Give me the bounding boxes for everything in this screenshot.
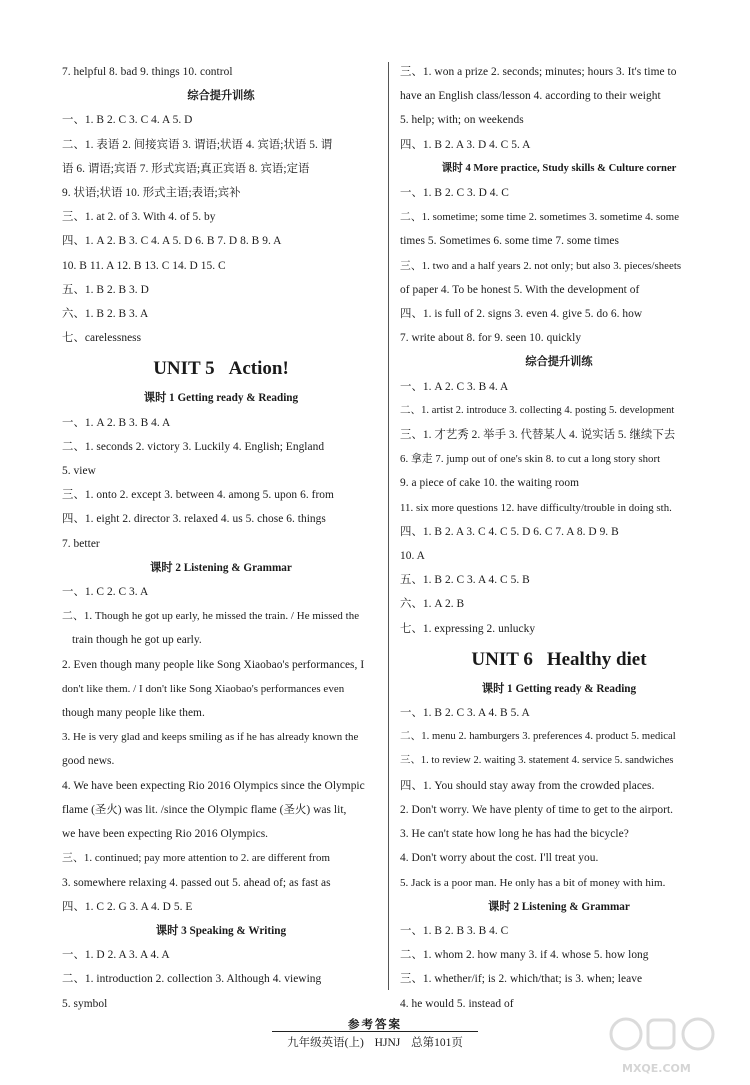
section-heading: 综合提升训练 [187, 90, 255, 103]
answer-line: don't like them. / I don't like Song Xiaobao's performances even [62, 682, 345, 695]
answer-line: 5. view [62, 465, 96, 478]
answer-line: 一、1. B 2. C 3. D 4. C [400, 187, 509, 200]
answer-line: flame (圣火) was lit. /since the Olympic flame (圣火) was lit, [62, 803, 347, 816]
right-column [400, 60, 718, 1016]
lesson-heading: 课时 3 Speaking & Writing [155, 924, 287, 937]
answer-line: 4. We have been expecting Rio 2016 Olympics since the Olympic [62, 779, 365, 792]
answer-line: 四、1. is full of 2. signs 3. even 4. give 5. do 6. how [400, 308, 643, 321]
unit-number: UNIT 6 [471, 648, 533, 670]
answer-line: 五、1. B 2. B 3. D [62, 283, 149, 296]
unit-name: Healthy diet [546, 648, 647, 670]
answer-line: 三、1. won a prize 2. seconds; minutes; hours 3. It's time to [400, 66, 677, 78]
answer-line: of paper 4. To be honest 5. With the development of [400, 283, 640, 296]
answer-line: 三、1. onto 2. except 3. between 4. among 5. upon 6. from [62, 489, 334, 502]
lesson-heading: 课时 2 Listening & Grammar [150, 561, 292, 574]
answer-line: 10. A [400, 550, 425, 563]
unit-title [400, 643, 718, 677]
answer-line: good news. [62, 755, 115, 768]
answer-line: 一、1. A 2. C 3. B 4. A [400, 380, 509, 393]
answer-line: 一、1. B 2. B 3. B 4. C [400, 924, 509, 937]
answer-line: 3. He can't state how long he has had the bicycle? [400, 828, 629, 841]
lesson-heading: 课时 1 Getting ready & Reading [143, 392, 299, 405]
answer-line: 11. six more questions 12. have difficulty/trouble in doing sth. [400, 501, 672, 514]
answer-line: 一、1. A 2. B 3. B 4. A [62, 416, 171, 429]
answer-line: 六、1. A 2. B [400, 598, 465, 611]
answer-line: have an English class/lesson 4. according to their weight [400, 90, 661, 103]
answer-line: 二、1. sometime; some time 2. sometimes 3. sometime 4. some [400, 211, 680, 224]
answer-line: train though he got up early. [72, 634, 202, 647]
answer-line: 三、1. at 2. of 3. With 4. of 5. by [62, 211, 216, 224]
answer-line: 三、1. continued; pay more attention to 2. are different from [62, 852, 330, 865]
footer-page-number: 总第101页 [411, 1037, 463, 1049]
answer-line: 2. Don't worry. We have plenty of time to get to the airport. [400, 803, 674, 816]
answer-line: 三、1. whether/if; is 2. which/that; is 3. when; leave [400, 973, 643, 986]
answer-line: 三、1. two and a half years 2. not only; but also 3. pieces/sheets [400, 259, 682, 272]
answer-line: 二、1. artist 2. introduce 3. collecting 4. posting 5. development [400, 404, 675, 416]
answer-line: 六、1. B 2. B 3. A [62, 308, 149, 321]
answer-line: 7. helpful 8. bad 9. things 10. control [62, 66, 233, 78]
unit-number: UNIT 5 [153, 358, 215, 380]
lesson-heading: 课时 4 More practice, Study skills & Culture corner [441, 162, 677, 174]
answer-line: 一、1. C 2. C 3. A [62, 586, 149, 599]
footer-title: 参考答案 [348, 1019, 402, 1031]
answer-line: 一、1. B 2. C 3. C 4. A 5. D [62, 114, 193, 127]
answer-line: 四、1. You should stay away from the crowded places. [400, 779, 655, 792]
watermark-logo [606, 1006, 736, 1081]
lesson-heading: 课时 2 Listening & Grammar [488, 900, 630, 913]
watermark-text: MXQE.COM [622, 1062, 691, 1075]
section-heading: 综合提升训练 [525, 356, 593, 369]
footer-rule [272, 1031, 478, 1032]
answer-line: 五、1. B 2. C 3. A 4. C 5. B [400, 574, 530, 587]
answer-line: 七、1. expressing 2. unlucky [400, 622, 536, 635]
answer-line: 一、1. B 2. C 3. A 4. B 5. A [400, 707, 530, 720]
answer-line: 3. somewhere relaxing 4. passed out 5. ahead of; as fast as [62, 876, 331, 889]
unit-name: Action! [228, 358, 289, 380]
answer-line: 2. Even though many people like Song Xiaobao's performances, I [62, 658, 365, 671]
footer-grade: 九年级英语(上) [287, 1037, 364, 1049]
answer-line: 三、1. 才艺秀 2. 举手 3. 代替某人 4. 说实话 5. 继续下去 [400, 429, 676, 442]
answer-line: 4. he would 5. instead of [400, 997, 514, 1010]
answer-line: 10. B 11. A 12. B 13. C 14. D 15. C [62, 259, 226, 272]
answer-line: 6. 拿走 7. jump out of one's skin 8. to cut a long story short [400, 453, 661, 466]
answer-line: 二、1. seconds 2. victory 3. Luckily 4. English; England [62, 440, 325, 453]
unit-title [62, 352, 380, 386]
answer-line: 5. Jack is a poor man. He only has a bit of money with him. [400, 876, 666, 889]
answer-line: 5. symbol [62, 997, 108, 1010]
answer-line: 二、1. Though he got up early, he missed the train. / He missed the [62, 610, 360, 623]
answer-line: 4. Don't worry about the cost. I'll treat you. [400, 852, 599, 865]
answer-line: 三、1. to review 2. waiting 3. statement 4. service 5. sandwiches [400, 755, 674, 767]
answer-line: we have been expecting Rio 2016 Olympics. [62, 828, 269, 841]
answer-line: 7. better [62, 537, 100, 550]
answer-line: 9. a piece of cake 10. the waiting room [400, 477, 580, 490]
answer-line: 四、1. C 2. G 3. A 4. D 5. E [62, 900, 193, 913]
footer-code: HJNJ [374, 1037, 401, 1049]
left-column [62, 60, 380, 1016]
answer-line: 二、1. introduction 2. collection 3. Although 4. viewing [62, 973, 322, 986]
answer-line: 二、1. 表语 2. 间接宾语 3. 谓语;状语 4. 宾语;状语 5. 谓 [62, 138, 333, 151]
answer-line: 二、1. whom 2. how many 3. if 4. whose 5. how long [400, 949, 649, 962]
answer-line: though many people like them. [62, 707, 205, 720]
answer-line: 5. help; with; on weekends [400, 114, 524, 127]
lesson-heading: 课时 1 Getting ready & Reading [481, 682, 637, 695]
answer-line: 9. 状语;状语 10. 形式主语;表语;宾补 [62, 187, 241, 200]
answer-line: 四、1. B 2. A 3. D 4. C 5. A [400, 138, 531, 151]
column-divider [388, 62, 389, 990]
answer-line: 四、1. A 2. B 3. C 4. A 5. D 6. B 7. D 8. B 9. A [62, 235, 282, 248]
answer-line: 四、1. eight 2. director 3. relaxed 4. us 5. chose 6. things [62, 513, 326, 526]
answer-line: 七、carelessness [62, 332, 142, 345]
answer-line: 3. He is very glad and keeps smiling as if he has already known the [62, 731, 359, 744]
answer-line: 四、1. B 2. A 3. C 4. C 5. D 6. C 7. A 8. D 9. B [400, 525, 619, 538]
answer-line: 语 6. 谓语;宾语 7. 形式宾语;真正宾语 8. 宾语;定语 [62, 162, 310, 175]
answer-line: times 5. Sometimes 6. some time 7. some times [400, 235, 619, 248]
answer-line: 一、1. D 2. A 3. A 4. A [62, 949, 170, 962]
answer-line: 二、1. menu 2. hamburgers 3. preferences 4. product 5. medical [400, 731, 676, 743]
answer-line: 7. write about 8. for 9. seen 10. quickly [400, 332, 582, 345]
